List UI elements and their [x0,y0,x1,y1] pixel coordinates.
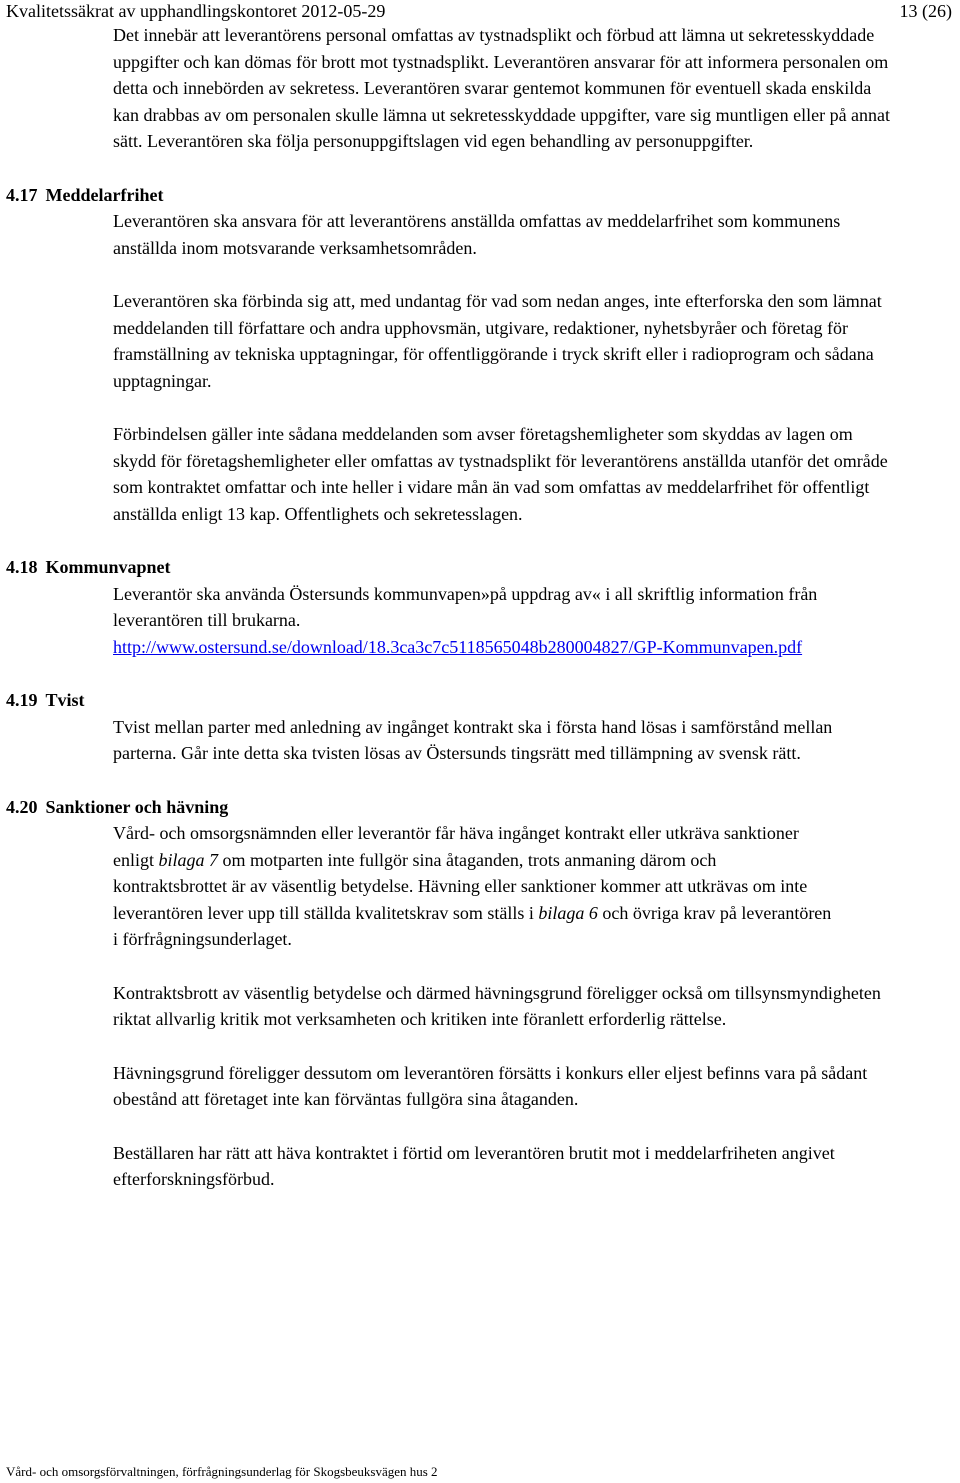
s420-paragraph-2: Kontraktsbrott av väsentlig betydelse och därmed hävningsgrund föreligger också om tillsynsmyndigheten riktat allvarlig kritik mot verksamheten och kritiken inte föranlett erforderlig rättelse. [113,982,881,1029]
document-body [0,22,960,1193]
s420-paragraph-3: Hävningsgrund föreligger dessutom om leverantören försätts i konkurs eller eljest befinns vara på sådant obestånd att företaget inte kan förväntas fullgöra sina åtaganden. [113,1062,868,1109]
page-footer: Vård- och omsorgsförvaltningen, förfrågningsunderlag för Skogsbeuksvägen hus 2 [6,1464,438,1479]
bilaga-6-ref: bilaga 6 [538,902,598,923]
bilaga-7-ref: bilaga 7 [158,849,219,870]
page-number: 13 (26) [899,1,952,21]
section-title: Sanktioner och hävning [45,796,229,817]
section-number: 4.17 [6,184,38,205]
s417-paragraph-3: Förbindelsen gäller inte sådana meddelanden som avser företagshemligheter som skyddas av lagen om skydd för företagshemligheter eller omfattas av tystnadsplikt för leverantörens anställda utanför det område som kontraktet omfattar och inte heller i vidare mån än vad som omfattas av meddelarfrihet för offentligt anställda enligt 13 kap. Offentlighets och sekretesslagen. [113,424,888,524]
s419-paragraph-1: Tvist mellan parter med anledning av ingånget kontrakt ska i första hand lösas i samförstånd mellan parterna. Går inte detta ska tvisten lösas av Östersunds tingsrätt med tillämpning av svensk rätt. [113,716,833,763]
s420-paragraph-4: Beställaren har rätt att häva kontraktet i förtid om leverantören brutit mot i meddelarfriheten angivet efterforskningsförbud. [113,1142,835,1189]
section-number: 4.18 [6,557,38,577]
document-title: Kvalitetssäkrat av upphandlingskontoret 2012-05-29 [6,1,386,21]
section-heading-4-17 [6,182,960,209]
page-header [6,0,952,22]
section-title: Tvist [45,690,85,710]
s417-paragraph-2: Leverantören ska förbinda sig att, med undantag för vad som nedan anges, inte efterforska den som lämnat meddelanden till författare och andra upphovsmän, utgivare, redaktioner, nyhetsbyråer och företag för framställning av tekniska upptagningar, för offentliggörande i tryck skrift eller i radioprogram och sådana upptagningar. [113,291,882,391]
section-title: Meddelarfrihet [45,184,164,205]
section-heading-4-18 [6,554,960,581]
section-heading-4-20 [6,794,960,821]
s418-paragraph-1: Leverantör ska använda Östersunds kommunvapen»på uppdrag av« i all skriftlig information från leverantören till brukarna. [113,583,818,630]
section-heading-4-19 [6,687,960,714]
section-number: 4.20 [6,796,38,817]
kommunvapen-link[interactable]: http://www.ostersund.se/download/18.3ca3c7c5118565048b280004827/GP-Kommunvapen.pdf [113,636,803,657]
s420-paragraph-1: Vård- och omsorgsnämnden eller leverantör får häva ingånget kontrakt eller utkräva sanktioner enligt bilaga 7 om motparten inte fullgör sina åtaganden, trots anmaning därom och kontraktsbrottet är av väsentlig betydelse. Hävning eller sanktioner kommer att utkrävas om inte leverantören lever upp till ställda kvalitetskrav som ställs i bilaga 6 och övriga krav på leverantören i förfrågningsunderlaget. [113,823,832,949]
section-title: Kommunvapnet [45,557,171,577]
intro-paragraph: Det innebär att leverantörens personal omfattas av tystnadsplikt och förbud att lämna ut sekretesskyddade uppgifter och kan dömas för brott mot tystnadsplikt. Leverantören ansvarar för att informera personalen om detta och innebörden av sekretess. Leverantören svarar gentemot kommunen för eventuell skada enskilda kan drabbas av om personalen skulle lämna ut sekretesskyddade uppgifter, vare sig muntligen eller på annat sätt. Leverantören ska följa personuppgiftslagen vid egen behandling av personuppgifter. [113,25,891,151]
s418-link-block [113,634,833,661]
s417-paragraph-1: Leverantören ska ansvara för att leverantörens anställda omfattas av meddelarfrihet som kommunens anställda inom motsvarande verksamhetsområden. [113,211,841,258]
section-number: 4.19 [6,690,38,710]
